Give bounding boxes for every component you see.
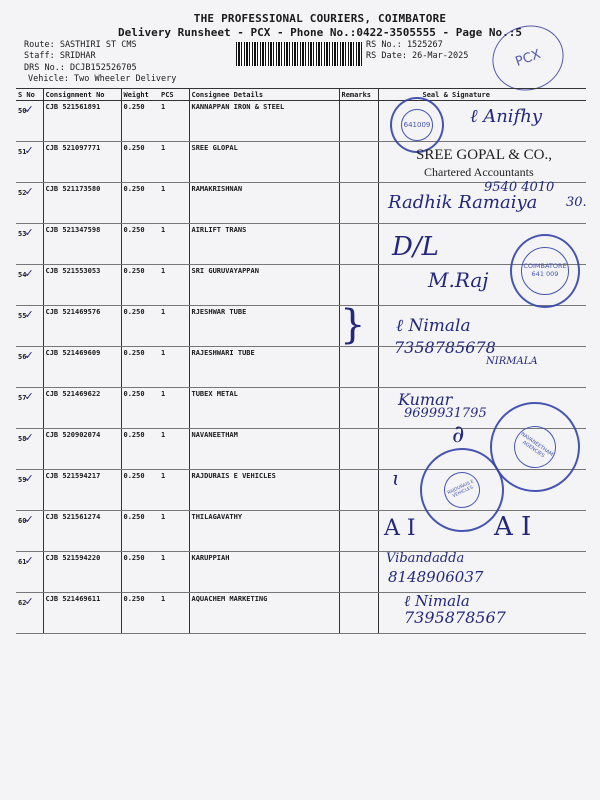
signature-61-phone: 8148906037 [388,568,484,586]
row-sno [16,183,43,224]
row-pcs [159,347,189,388]
row-weight-text: 0.250 [123,226,145,234]
row-weight [121,224,159,265]
row-details-text: RJESHWAR TUBE [191,308,247,316]
row-remarks [339,593,378,634]
row-sno-text: 59 [18,476,27,484]
signature-52-phone: 9540 4010 [484,180,555,195]
col-details: Consignee Details [189,89,339,101]
row-weight [121,593,159,634]
guruvayappan-round-stamp [510,234,580,308]
row-consignment [43,142,121,183]
row-sno-text: 62 [18,599,27,607]
row-consignment-text: CJB 521594217 [45,472,101,480]
row-details-text: KARUPPIAH [191,554,230,562]
row-consignment-text: CJB 521469611 [45,595,101,603]
row-weight [121,183,159,224]
row-weight [121,265,159,306]
signature-62-phone: 7395878567 [404,608,506,627]
row-weight-text: 0.250 [123,267,145,275]
row-consignment [43,101,121,142]
row-sno-text: 58 [18,435,27,443]
barcode [236,42,362,66]
row-remarks [339,388,378,429]
row-consignment [43,429,121,470]
signature-55-name-text: Nimala [408,316,471,336]
row-sno-text: 55 [18,312,27,320]
row-details-text: NAVANEETHAM [191,431,238,439]
route-label: Route: SASTHIRI ST CMS [24,40,137,50]
col-seal-signature: Seal & Signature [378,89,586,101]
signature-59: ɩ [392,466,400,490]
sree-gopal-stamp-title: Chartered Accountants [424,165,534,179]
row-weight-text: 0.250 [123,513,145,521]
signature-62-name: ℓ Nimala [404,592,470,610]
row-consignment-text: CJB 521173580 [45,185,101,193]
signature-57-phone: 9699931795 [404,406,487,421]
row-weight [121,388,159,429]
row-sno [16,429,43,470]
checkmark-icon: ✓ [24,390,34,403]
pcx-stamp-text: PCX [513,46,543,70]
checkmark-icon: ✓ [24,554,34,567]
row-weight-text: 0.250 [123,185,145,193]
row-pcs [159,429,189,470]
table-row [16,306,586,347]
row-details-text: KANNAPPAN IRON & STEEL [191,103,285,111]
row-details [189,183,339,224]
checkmark-icon: ✓ [24,103,34,116]
row-pcs-text: 1 [161,185,166,193]
row-weight-text: 0.250 [123,308,145,316]
staff-label: Staff: SRIDHAR [24,51,96,61]
table-row [16,265,586,306]
row-details-text: AQUACHEM MARKETING [191,595,268,603]
runsheet-subtitle: Delivery Runsheet - PCX - Phone No.:0422-3505555 - Page No.:5 [118,26,522,39]
row-pcs [159,265,189,306]
row-weight [121,306,159,347]
row-pcs-text: 1 [161,349,166,357]
row-consignment-text: CJB 521469622 [45,390,101,398]
checkmark-icon: ✓ [24,431,34,444]
table-row [16,224,586,265]
row-consignment [43,306,121,347]
row-sno [16,101,43,142]
row-remarks [339,429,378,470]
row-details [189,101,339,142]
row-consignment-text: CJB 521469576 [45,308,101,316]
row-consignment [43,511,121,552]
row-consignment [43,552,121,593]
col-sno: S No [16,89,43,101]
row-details-text: SRI GURUVAYAPPAN [191,267,259,275]
row-consignment [43,347,121,388]
row-pcs [159,183,189,224]
row-consignment-text: CJB 521097771 [45,144,101,152]
row-pcs [159,224,189,265]
row-consignment [43,265,121,306]
checkmark-icon: ✓ [24,226,34,239]
signature-58: ∂ [452,420,465,448]
row-sno-text: 51 [18,148,27,156]
signature-54: M.Raj [428,268,489,292]
row-consignment [43,224,121,265]
row-sno-text: 53 [18,230,27,238]
checkmark-icon: ✓ [24,308,34,321]
signature-60-mark: A I [494,512,532,542]
row-weight-text: 0.250 [123,103,145,111]
row-details [189,593,339,634]
row-consignment-text: CJB 521347598 [45,226,101,234]
row-weight [121,429,159,470]
row-sno-text: 54 [18,271,27,279]
row-weight-text: 0.250 [123,349,145,357]
signature-56: NIRMALA [486,356,538,367]
signature-60: A I [384,516,416,541]
stamp-59-text: RAJDURAIS E VEHICLES [446,479,475,500]
col-remarks: Remarks [339,89,378,101]
row-pcs-text: 1 [161,431,166,439]
row-sno [16,142,43,183]
company-name: THE PROFESSIONAL COURIERS, COIMBATORE [193,12,447,25]
vehicle-label: Vehicle: Two Wheeler Delivery [28,74,177,84]
checkmark-icon: ✓ [24,267,34,280]
signature-55-name: ℓ Nimala [396,316,471,336]
company-round-stamp-50 [390,97,444,153]
row-sno [16,593,43,634]
row-sno [16,552,43,593]
row-pcs-text: 1 [161,308,166,316]
row-pcs-text: 1 [161,472,166,480]
row-remarks [339,511,378,552]
row-details [189,142,339,183]
row-weight-text: 0.250 [123,472,145,480]
row-consignment-text: CJB 521553053 [45,267,101,275]
stamp-58-text: NAVANEETHAM AGENCIES [519,431,554,460]
row-consignment-text: CJB 521469609 [45,349,101,357]
row-remarks [339,552,378,593]
row-details [189,511,339,552]
row-details [189,552,339,593]
signature-52-extra: 30. [566,195,587,210]
signature-57-name: Kumar [398,390,453,409]
row-details-text: SREE GLOPAL [191,144,238,152]
signature-55-phone: 7358785678 [394,338,496,357]
row-weight-text: 0.250 [123,390,145,398]
signature-61-name: Vibandadda [386,551,465,566]
row-pcs-text: 1 [161,144,166,152]
row-pcs [159,142,189,183]
row-consignment-text: CJB 520902074 [45,431,101,439]
row-consignment [43,388,121,429]
row-consignment [43,593,121,634]
row-sno-text: 52 [18,189,27,197]
checkmark-icon: ✓ [24,513,34,526]
row-consignment-text: CJB 521561274 [45,513,101,521]
row-sno [16,347,43,388]
row-remarks [339,183,378,224]
row-remarks [339,101,378,142]
table-row [16,347,586,388]
row-pcs-text: 1 [161,513,166,521]
row-details [189,470,339,511]
rs-date: RS Date: 26-Mar-2025 [366,51,469,61]
row-weight [121,142,159,183]
bracket-mark: } [340,302,366,348]
row-pcs [159,470,189,511]
row-weight-text: 0.250 [123,431,145,439]
signature-50: ℓ Anifhy [470,106,542,127]
row-pcs-text: 1 [161,103,166,111]
sree-gopal-stamp-name: SREE GOPAL & CO., [416,147,552,163]
row-pcs [159,593,189,634]
table-header-row [16,89,586,101]
row-details [189,265,339,306]
row-sno-text: 60 [18,517,27,525]
row-sno [16,388,43,429]
drs-label: DRS No.: DCJB152526705 [24,63,137,73]
signature-52-name: Radhik Ramaiya [388,192,538,213]
row-pcs [159,101,189,142]
signature-62-name-text: Nimala [415,592,470,610]
row-weight [121,101,159,142]
row-consignment-text: CJB 521594220 [45,554,101,562]
row-sno [16,265,43,306]
col-pcs: PCS [159,89,189,101]
row-pcs-text: 1 [161,554,166,562]
row-details-text: THILAGAVATHY [191,513,243,521]
checkmark-icon: ✓ [24,185,34,198]
row-sno-text: 50 [18,107,27,115]
signature-53: D/L [392,232,439,262]
stamp-54-city: COIMBATORE [523,262,567,271]
row-details-text: RAJDURAIS E VEHICLES [191,472,276,480]
checkmark-icon: ✓ [24,472,34,485]
row-pcs [159,511,189,552]
row-remarks [339,224,378,265]
row-consignment [43,470,121,511]
row-pcs [159,552,189,593]
col-consignment: Consignment No [43,89,121,101]
col-weight: Weight [121,89,159,101]
row-weight-text: 0.250 [123,554,145,562]
row-weight-text: 0.250 [123,144,145,152]
row-pcs-text: 1 [161,267,166,275]
checkmark-icon: ✓ [24,144,34,157]
row-remarks [339,347,378,388]
row-details [189,429,339,470]
row-pcs [159,306,189,347]
row-weight [121,470,159,511]
row-remarks [339,142,378,183]
row-sno [16,306,43,347]
row-weight [121,552,159,593]
row-sno-text: 56 [18,353,27,361]
row-details [189,306,339,347]
row-sno [16,470,43,511]
row-details [189,224,339,265]
row-details-text: AIRLIFT TRANS [191,226,247,234]
stamp-54-pin: 641 009 [531,270,559,278]
row-weight [121,347,159,388]
row-weight-text: 0.250 [123,595,145,603]
row-details-text: RAJESHWARI TUBE [191,349,255,357]
row-consignment-text: CJB 521561891 [45,103,101,111]
row-consignment [43,183,121,224]
row-pcs-text: 1 [161,226,166,234]
row-sno-text: 61 [18,558,27,566]
row-sno-text: 57 [18,394,27,402]
row-details-text: RAMAKRISHNAN [191,185,243,193]
checkmark-icon: ✓ [24,349,34,362]
row-pcs-text: 1 [161,595,166,603]
row-details [189,347,339,388]
row-remarks [339,265,378,306]
stamp-50-pin: 641009 [403,121,431,129]
checkmark-icon: ✓ [24,595,34,608]
row-pcs-text: 1 [161,390,166,398]
row-weight [121,511,159,552]
rs-number: RS No.: 1525267 [366,40,443,50]
row-pcs [159,388,189,429]
row-sno [16,224,43,265]
row-details-text: TUBEX METAL [191,390,238,398]
row-sno [16,511,43,552]
row-details [189,388,339,429]
row-remarks [339,470,378,511]
table-row [16,552,586,593]
